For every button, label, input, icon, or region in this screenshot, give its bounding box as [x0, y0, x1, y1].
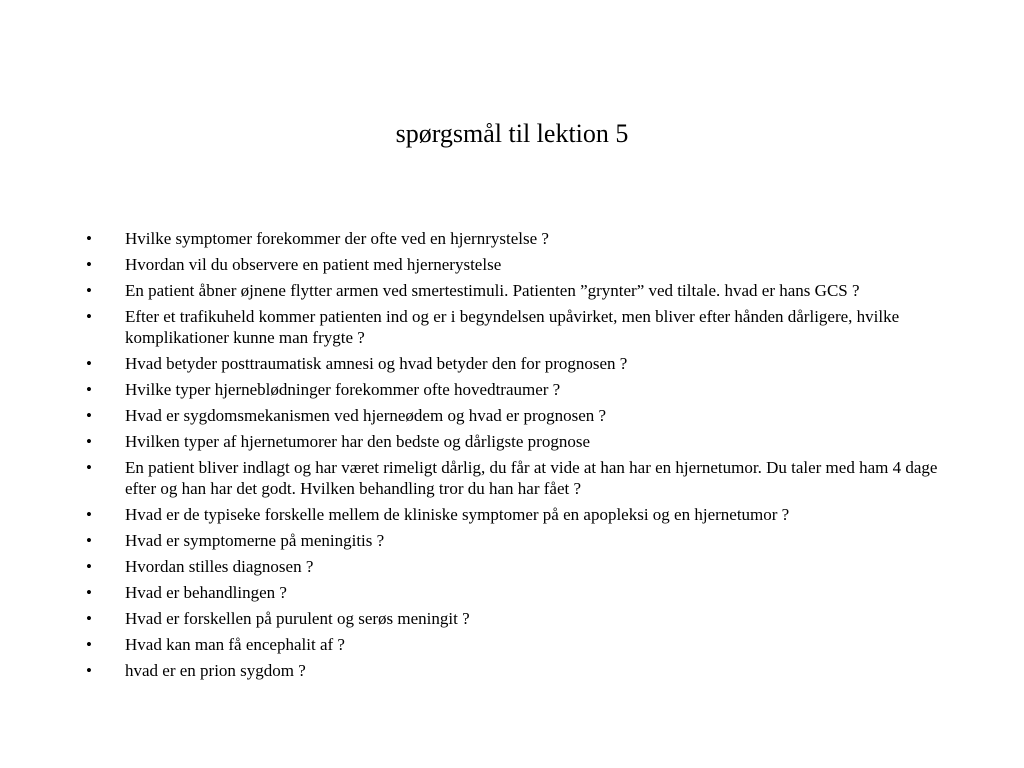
question-text: Hvilke typer hjerneblødninger forekommer ofte hovedtraumer ? — [125, 380, 561, 399]
question-item — [86, 634, 946, 655]
question-text: Hvad er symptomerne på meningitis ? — [125, 531, 385, 550]
question-text: Hvad er behandlingen ? — [125, 583, 287, 602]
bullet-icon: • — [86, 229, 92, 248]
question-item — [86, 556, 946, 577]
bullet-icon: • — [86, 307, 92, 326]
question-item — [86, 504, 946, 525]
question-item — [86, 353, 946, 374]
bullet-icon: • — [86, 281, 92, 300]
question-item — [86, 379, 946, 400]
question-text: Hvad er de typiseke forskelle mellem de kliniske symptomer på en apopleksi og en hjernetumor ? — [125, 505, 790, 524]
question-item — [86, 405, 946, 426]
bullet-icon: • — [86, 458, 92, 477]
question-item — [86, 306, 946, 348]
question-item — [86, 660, 946, 681]
slide-title: spørgsmål til lektion 5 — [395, 119, 629, 148]
question-text: Hvad betyder posttraumatisk amnesi og hvad betyder den for prognosen ? — [125, 354, 628, 373]
bullet-icon: • — [86, 432, 92, 451]
question-text: Hvordan vil du observere en patient med hjernerystelse — [125, 255, 502, 274]
bullet-icon: • — [86, 505, 92, 524]
question-text: Hvad er sygdomsmekanismen ved hjerneødem og hvad er prognosen ? — [125, 406, 607, 425]
bullet-icon: • — [86, 557, 92, 576]
bullet-icon: • — [86, 406, 92, 425]
question-item — [86, 254, 946, 275]
question-item — [86, 582, 946, 603]
question-text: Hvilken typer af hjernetumorer har den bedste og dårligste prognose — [125, 432, 590, 451]
question-text: En patient åbner øjnene flytter armen ved smertestimuli. Patienten ”grynter” ved tiltale. hvad er hans GCS ? — [125, 281, 860, 300]
bullet-icon: • — [86, 255, 92, 274]
question-item — [86, 530, 946, 551]
question-text: Efter et trafikuheld kommer patienten ind og er i begyndelsen upåvirket, men bliver efter hånden dårligere, hvilke komplikationer kunne man frygte ? — [125, 307, 900, 347]
bullet-icon: • — [86, 531, 92, 550]
question-text: Hvad kan man få encephalit af ? — [125, 635, 345, 654]
question-text: Hvilke symptomer forekommer der ofte ved en hjernrystelse ? — [125, 229, 549, 248]
question-text: hvad er en prion sygdom ? — [125, 661, 306, 680]
question-item — [86, 280, 946, 301]
question-text: Hvad er forskellen på purulent og serøs meningit ? — [125, 609, 470, 628]
question-item — [86, 431, 946, 452]
question-item — [86, 228, 946, 249]
question-item — [86, 457, 946, 499]
bullet-icon: • — [86, 380, 92, 399]
bullet-icon: • — [86, 583, 92, 602]
question-list — [86, 228, 946, 686]
question-text: Hvordan stilles diagnosen ? — [125, 557, 314, 576]
question-text: En patient bliver indlagt og har været rimeligt dårlig, du får at vide at han har en hjernetumor. Du taler med ham 4 dage efter og han har det godt. Hvilken behandling tror du han har fået ? — [125, 458, 938, 498]
bullet-icon: • — [86, 354, 92, 373]
bullet-icon: • — [86, 635, 92, 654]
bullet-icon: • — [86, 661, 92, 680]
question-item — [86, 608, 946, 629]
bullet-icon: • — [86, 609, 92, 628]
